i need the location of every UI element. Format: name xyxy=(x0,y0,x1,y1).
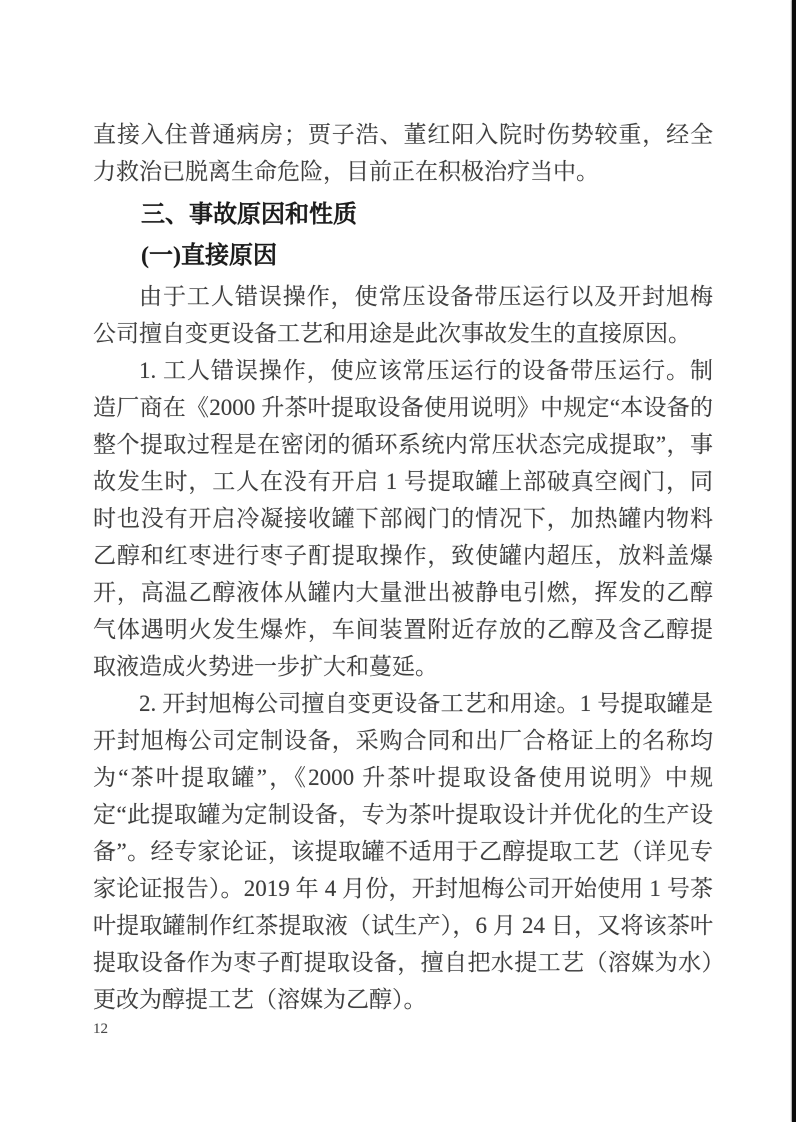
section-heading: 三、事故原因和性质 xyxy=(141,200,357,228)
page-number: 12 xyxy=(93,1021,108,1037)
scan-edge-bar xyxy=(792,0,796,1122)
subsection-heading: (一)直接原因 xyxy=(141,243,277,269)
paragraph-worker-error: 1. 工人错误操作，使应该常压运行的设备带压运行。制造厂商在《2000 升茶叶提取设备使用说明》中规定“本设备的整个提取过程是在密闭的循环系统内常压状态完成提取”，事故发生时，工人在没有开启 1 号提取罐上部破真空阀门，同时也没有开启冷凝接收罐下部阀门的情况下，加热罐内物料乙醇和红枣进行枣子酊提取操作，致使罐内超压，放料盖爆开，高温乙醇液体从罐内大量泄出被静电引燃，挥发的乙醇气体遇明火发生爆炸，车间装置附近存放的乙醇及含乙醇提取液造成火势进一步扩大和蔓延。 xyxy=(93,358,713,679)
paragraph-continuation: 直接入住普通病房；贾子浩、董红阳入院时伤势较重，经全力救治已脱离生命危险，目前正在积极治疗当中。 xyxy=(93,122,713,184)
page-content xyxy=(93,116,713,1018)
paragraph-direct-cause-summary: 由于工人错误操作，使常压设备带压运行以及开封旭梅公司擅自变更设备工艺和用途是此次事故发生的直接原因。 xyxy=(93,284,713,346)
paragraph-equipment-change: 2. 开封旭梅公司擅自变更设备工艺和用途。1 号提取罐是开封旭梅公司定制设备，采购合同和出厂合格证上的名称均为“茶叶提取罐”，《2000 升茶叶提取设备使用说明》中规定“此提取罐为定制设备，专为茶叶提取设计并优化的生产设备”。经专家论证，该提取罐不适用于乙醇提取工艺（详见专家论证报告）。2019 年 4 月份，开封旭梅公司开始使用 1 号茶叶提取罐制作红茶提取液（试生产），6 月 24 日，又将该茶叶提取设备作为枣子酊提取设备，擅自把水提工艺（溶媒为水）更改为醇提工艺（溶媒为乙醇）。 xyxy=(93,691,713,1012)
